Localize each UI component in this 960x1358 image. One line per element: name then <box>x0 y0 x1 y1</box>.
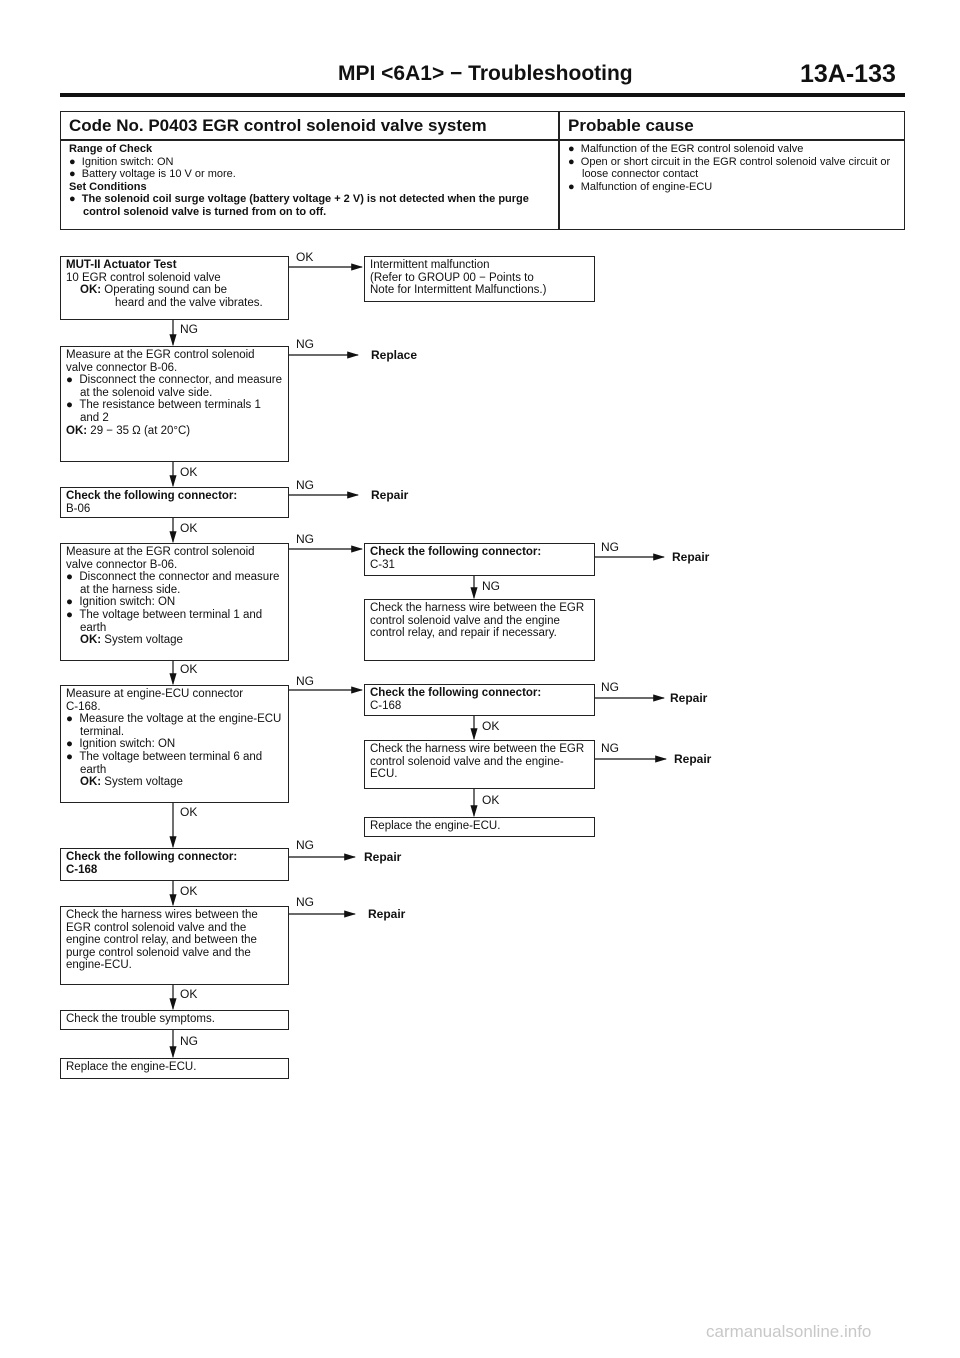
harness-ecu-box <box>364 740 595 789</box>
ok-label: OK <box>180 805 198 819</box>
ng-label: NG <box>180 1034 198 1048</box>
box-line: Measure at engine-ECU connector <box>66 688 244 700</box>
box-bullet: ● The voltage between terminal 1 and earth <box>66 608 263 634</box>
resistance-check-box <box>60 346 289 462</box>
box-line: Check the following connector: <box>370 546 542 558</box>
box-bullet: ● Disconnect the connector, and measure at the solenoid valve side. <box>66 374 282 399</box>
repair-outcome: Repair <box>674 752 712 766</box>
repair-outcome: Repair <box>670 691 708 705</box>
ok-text: Operating sound can be <box>104 284 228 297</box>
cause-item: ● Open or short circuit in the EGR control solenoid valve circuit or loose connector contact <box>568 155 891 180</box>
replace-outcome: Replace <box>371 348 418 362</box>
box-line: C-168 <box>66 863 98 876</box>
actuator-test-box <box>60 256 289 320</box>
range-item: ● Ignition switch: ON <box>69 155 174 168</box>
ng-label: NG <box>296 838 314 852</box>
page-title: MPI <6A1> − Troubleshooting <box>338 62 633 85</box>
ok-label: OK <box>482 793 500 807</box>
repair-outcome: Repair <box>371 488 409 502</box>
connector-b06-box <box>60 487 289 518</box>
ok-label: OK <box>180 987 198 1001</box>
box-line: Measure at the EGR control solenoid <box>66 349 255 361</box>
connector-c168-box-right <box>364 684 595 716</box>
connector-c31-box <box>364 543 595 576</box>
box-text: Replace the engine-ECU. <box>66 1061 197 1073</box>
voltage-check-box <box>60 543 289 661</box>
ok-label: OK <box>180 465 198 479</box>
code-heading: Code No. P0403 EGR control solenoid valve system <box>69 116 487 135</box>
box-line: valve connector B-06. <box>66 558 178 571</box>
ng-label: NG <box>296 337 314 351</box>
box-text: Check the trouble symptoms. <box>66 1013 215 1025</box>
connector-c168-box <box>60 848 289 881</box>
cause-item: ● Malfunction of engine-ECU <box>568 180 713 193</box>
ng-label: NG <box>180 322 198 336</box>
box-title: MUT-II Actuator Test <box>66 259 177 271</box>
ng-label: NG <box>296 532 314 546</box>
cause-heading: Probable cause <box>568 116 694 135</box>
intermittent-box <box>364 256 595 302</box>
ok-label: OK <box>180 662 198 676</box>
box-line: Check the following connector: <box>370 687 542 699</box>
replace-ecu-box <box>60 1058 289 1079</box>
box-line: (Refer to GROUP 00 − Points to <box>370 271 534 284</box>
box-text: Check the harness wires between the EGR control solenoid valve and the engine control relay, and between the purge control solenoid valve and the engine-ECU. <box>66 909 258 972</box>
box-text: Replace the engine-ECU. <box>370 820 501 832</box>
box-line: Check the following connector: <box>66 490 238 502</box>
ng-label: NG <box>601 540 619 554</box>
trouble-symptoms-box <box>60 1010 289 1030</box>
box-line: 10 EGR control solenoid valve <box>66 271 221 284</box>
box-bullet: ● Measure the voltage at the engine-ECU terminal. <box>66 713 282 738</box>
box-text: Check the harness wire between the EGR control solenoid valve and the engine control relay, and repair if necessary. <box>370 602 585 640</box>
ng-label: NG <box>601 680 619 694</box>
ng-label: NG <box>296 478 314 492</box>
watermark: carmanualsonline.info <box>706 1322 872 1341</box>
ok-text: System voltage <box>104 634 183 647</box>
box-bullet: ● The voltage between terminal 6 and earth <box>66 750 263 776</box>
set-item: ● The solenoid coil surge voltage (battery voltage + 2 V) is not detected when the purge control solenoid valve is turned from on to off. <box>69 193 529 218</box>
range-item: ● Battery voltage is 10 V or more. <box>69 168 236 180</box>
ok-text: 29 − 35 Ω (at 20°C) <box>90 424 191 437</box>
page-number: 13A-133 <box>800 60 896 88</box>
box-line: Note for Intermittent Malfunctions.) <box>370 284 547 297</box>
box-line: Measure at the EGR control solenoid <box>66 546 255 558</box>
box-bullet: ● Ignition switch: ON <box>66 596 176 609</box>
ok-label: OK: <box>80 634 102 647</box>
ecu-voltage-box <box>60 685 289 803</box>
cause-item: ● Malfunction of the EGR control solenoid valve <box>568 143 804 155</box>
box-line: Intermittent malfunction <box>370 259 490 271</box>
box-bullet: ● Disconnect the connector and measure at the harness side. <box>66 571 280 596</box>
ok-label: OK: <box>80 284 102 297</box>
repair-outcome: Repair <box>672 550 710 564</box>
repair-outcome: Repair <box>364 850 402 864</box>
harness-wires-box <box>60 906 289 985</box>
range-title: Range of Check <box>69 143 153 155</box>
ng-label: NG <box>296 674 314 688</box>
replace-ecu-box-right <box>364 817 595 837</box>
ng-label: NG <box>296 895 314 909</box>
ng-label: NG <box>482 579 500 593</box>
ok-label: OK <box>482 719 500 733</box>
ok-text-cont: heard and the valve vibrates. <box>115 296 263 309</box>
box-bullet: ● Ignition switch: ON <box>66 738 176 751</box>
box-line: valve connector B-06. <box>66 361 178 374</box>
ok-text: System voltage <box>104 776 183 789</box>
box-line: C-168 <box>370 699 402 712</box>
box-bullet: ● The resistance between terminals 1 and 2 <box>66 399 261 424</box>
ok-label: OK: <box>80 776 102 789</box>
box-line: Check the following connector: <box>66 851 238 863</box>
harness-relay-box <box>364 599 595 661</box>
box-line: C-31 <box>370 558 395 571</box>
ng-label: NG <box>601 741 619 755</box>
set-title: Set Conditions <box>69 180 147 193</box>
ok-label: OK <box>296 250 314 264</box>
ok-label: OK <box>180 884 198 898</box>
box-text: Check the harness wire between the EGR control solenoid valve and the engine-ECU. <box>370 743 585 781</box>
ok-label: OK: <box>66 424 88 437</box>
ok-label: OK <box>180 521 198 535</box>
box-line: B-06 <box>66 502 91 515</box>
box-line: C-168. <box>66 700 101 713</box>
repair-outcome: Repair <box>368 907 406 921</box>
